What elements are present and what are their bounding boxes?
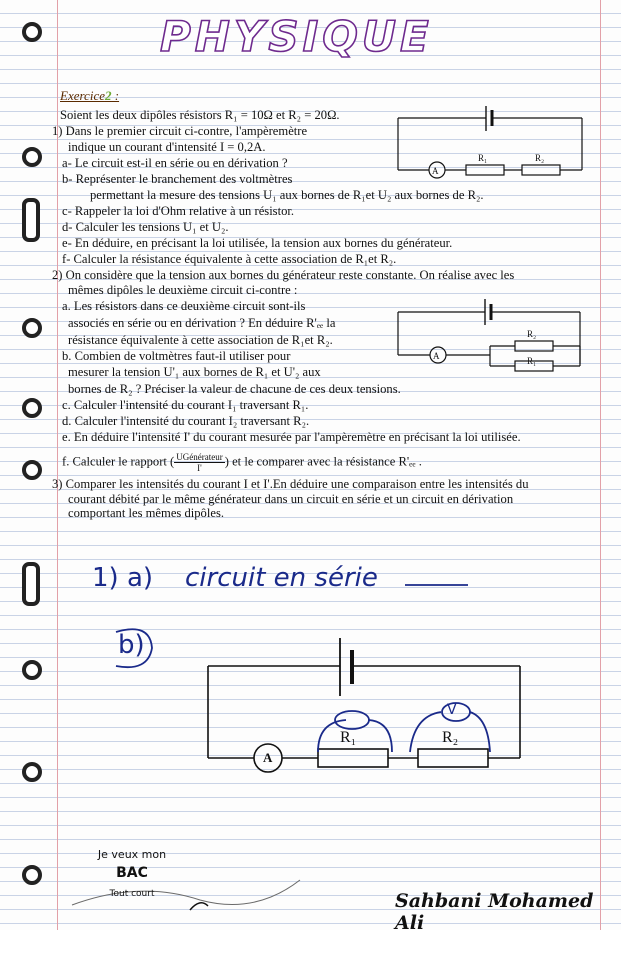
- circuit-1-r2-label: R₂: [535, 153, 545, 163]
- circuit-3-r1-label: R₁: [340, 729, 357, 746]
- ratio-text-before: f. Calculer le rapport (: [62, 454, 175, 469]
- bottom-margin: [0, 930, 621, 960]
- ratio-denominator: I': [197, 463, 202, 473]
- text-line: e- En déduire, en précisant la loi utilisée, la tension aux bornes du générateur.: [62, 236, 453, 250]
- author-signature: Sahbani Mohamed Ali: [395, 890, 594, 930]
- text-line: d- Calculer les tensions U₁ et U₂.: [62, 220, 229, 234]
- handwritten-answer-underline: [116, 585, 468, 667]
- text-line: e. En déduire l'intensité I' du courant mesurée par l'ampèremètre en précisant la loi utilisée.: [62, 430, 521, 444]
- text-line: mesurer la tension U'₁ aux bornes de R₁ et U'₂ aux: [68, 365, 321, 379]
- circuit-2-r2-label: R₂: [527, 329, 537, 339]
- text-line: c. Calculer l'intensité du courant I₁ traversant R₁.: [62, 398, 309, 412]
- voltmeter-v-label: V: [447, 702, 457, 718]
- text-line: d. Calculer l'intensité du courant I₂ traversant R₂.: [62, 414, 310, 428]
- footer-hook: [190, 903, 208, 910]
- text-line: a- Le circuit est-il en série ou en dérivation ?: [62, 156, 288, 170]
- circuit-3-r2-label: R₂: [442, 729, 459, 746]
- bac-badge: [92, 848, 172, 899]
- resistor-r1-circuit-1: [466, 165, 504, 175]
- resistor-r2-circuit-3: [418, 749, 488, 767]
- text-line: indique un courant d'intensité I = 0,2A.: [68, 140, 266, 154]
- ratio-numerator: UGénérateur: [176, 452, 223, 462]
- circuit-1-series: [398, 106, 582, 178]
- text-line: courant débité par le même générateur dans un circuit en série et un circuit en dérivation: [68, 492, 514, 506]
- text-line: mêmes dipôles le deuxième circuit ci-contre :: [68, 283, 298, 297]
- text-line: associés en série ou en dérivation ? En déduire R'ₑₑ la: [68, 316, 336, 330]
- circuit-3-handdrawn: [208, 638, 520, 772]
- text-line: a. Les résistors dans ce deuxième circuit sont-ils: [62, 299, 306, 313]
- handwritten-part-b: b): [118, 630, 145, 660]
- text-line: c- Rappeler la loi d'Ohm relative à un résistor.: [62, 204, 295, 218]
- text-line: bornes de R₂ ? Préciser la valeur de chacune de ces deux tensions.: [68, 382, 401, 396]
- text-line: b- Représenter le branchement des voltmètres: [62, 172, 293, 186]
- badge-line-3: Tout court: [109, 889, 155, 899]
- circuit-1-r1-label: R₁: [478, 153, 488, 163]
- text-line: 2) On considère que la tension aux bornes du générateur reste constante. On réalise avec les: [52, 268, 515, 282]
- page-title: PHYSIQUE: [160, 12, 433, 61]
- text-line: résistance équivalente à cette association de R₁et R₂.: [68, 333, 333, 347]
- circuit-2-r1-label: R₁: [527, 356, 537, 366]
- text-line: b. Combien de voltmètres faut-il utiliser pour: [62, 349, 291, 363]
- handwritten-part-a: 1) a): [92, 563, 154, 593]
- circuit-1-ammeter-label: A: [432, 166, 439, 176]
- text-line: 1) Dans le premier circuit ci-contre, l'ampèremètre: [52, 124, 308, 138]
- text-line: permettant la mesure des tensions U₁ aux bornes de R₁et U₂ aux bornes de R₂.: [90, 188, 484, 202]
- circuit-3-ammeter-label: A: [263, 750, 273, 765]
- text-line: comportant les mêmes dipôles.: [68, 506, 224, 520]
- text-line: 3) Comparer les intensités du courant I et I'.En déduire une comparaison entre les intensités du: [52, 477, 529, 491]
- circuit-2-ammeter-label: A: [433, 351, 440, 361]
- resistor-r2-circuit-2: [515, 341, 553, 351]
- resistor-r1-circuit-3: [318, 749, 388, 767]
- text-line: f- Calculer la résistance équivalente à cette association de R₁et R₂.: [62, 252, 397, 266]
- exercise-label-text: Exercice: [60, 88, 105, 103]
- exercise-label-suffix: :: [111, 88, 120, 103]
- ratio-text-after: ) et le comparer avec la résistance R'ₑₑ .: [224, 454, 422, 469]
- handwritten-answer-a: circuit en série: [185, 563, 378, 593]
- resistor-r2-circuit-1: [522, 165, 560, 175]
- exercise-number: 2: [104, 88, 112, 103]
- badge-line-2: BAC: [116, 865, 148, 881]
- text-line: Soient les deux dipôles résistors R₁ = 10Ω et R₂ = 20Ω.: [60, 108, 340, 122]
- badge-line-1: Je veux mon: [97, 848, 167, 861]
- circuit-2-parallel: [398, 299, 580, 371]
